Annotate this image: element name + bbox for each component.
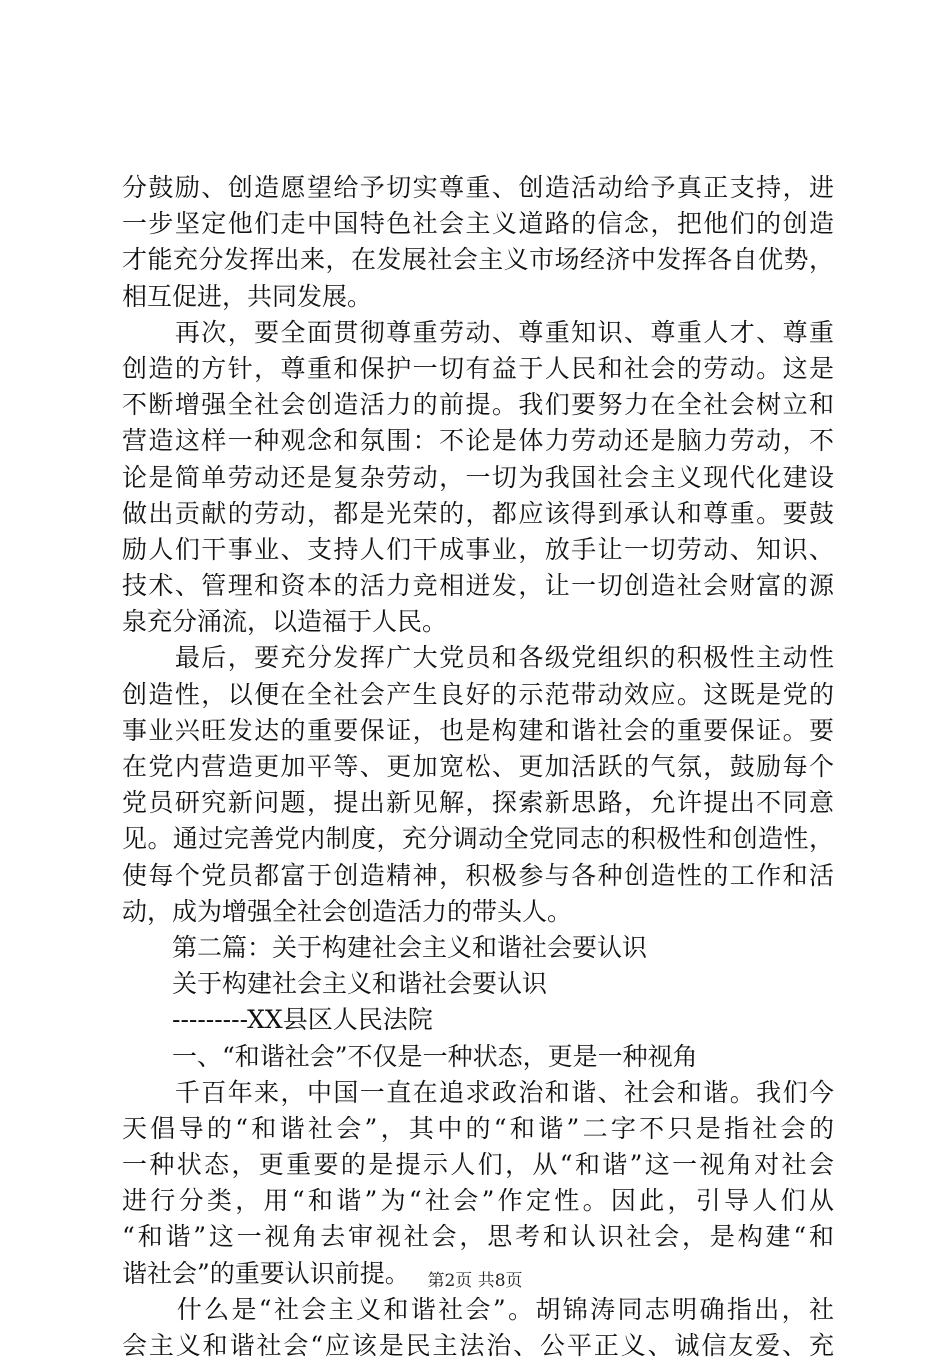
text-line: “和谐”这一视角去审视社会，思考和认识社会，是构建“和	[122, 1222, 834, 1252]
text-line: 励人们干事业、支持人们干成事业，放手让一切劳动、知识、	[122, 534, 834, 564]
page-footer: 第2页 共8页	[427, 1271, 523, 1291]
text-line: 千百年来，中国一直在追求政治和谐、社会和谐。我们今	[122, 1077, 834, 1107]
text-line: 最后，要充分发挥广大党员和各级党组织的积极性主动性	[122, 643, 834, 673]
text-line: 泉充分涌流，以造福于人民。	[122, 607, 448, 637]
text-line: 一步坚定他们走中国特色社会主义道路的信念，把他们的创造	[122, 209, 834, 239]
text-line: ---------XX县区人民法院	[122, 1005, 433, 1035]
text-line: 谐社会”的重要认识前提。	[122, 1258, 410, 1288]
text-line: 相互促进，共同发展。	[122, 281, 373, 311]
text-line: 营造这样一种观念和氛围：不论是体力劳动还是脑力劳动，不	[122, 426, 834, 456]
text-line: 进行分类，用“和谐”为“社会”作定性。因此，引导人们从	[122, 1186, 834, 1216]
text-line: 不断增强全社会创造活力的前提。我们要努力在全社会树立和	[122, 390, 834, 420]
text-line: 创造性，以便在全社会产生良好的示范带动效应。这既是党的	[122, 679, 834, 709]
text-line: 做出贡献的劳动，都是光荣的，都应该得到承认和尊重。要鼓	[122, 498, 834, 528]
document-body	[122, 170, 834, 1364]
text-line: 论是简单劳动还是复杂劳动，一切为我国社会主义现代化建设	[122, 462, 834, 492]
text-line: 事业兴旺发达的重要保证，也是构建和谐社会的重要保证。要	[122, 715, 834, 745]
text-line: 创造的方针，尊重和保护一切有益于人民和社会的劳动。这是	[122, 353, 834, 383]
text-line: 一种状态，更重要的是提示人们，从“和谐”这一视角对社会	[122, 1150, 834, 1180]
text-line: 使每个党员都富于创造精神，积极参与各种创造性的工作和活	[122, 860, 834, 890]
text-line: 才能充分发挥出来，在发展社会主义市场经济中发挥各自优势，	[122, 245, 834, 275]
text-line: 党员研究新问题，提出新见解，探索新思路，允许提出不同意	[122, 788, 834, 818]
text-line: 在党内营造更加平等、更加宽松、更加活跃的气氛，鼓励每个	[122, 752, 834, 781]
text-line: 会主义和谐社会“应该是民主法治、公平正义、诚信友爱、充	[122, 1331, 834, 1360]
text-line: 什么是“社会主义和谐社会”。胡锦涛同志明确指出，社	[122, 1294, 834, 1324]
text-line: 技术、管理和资本的活力竞相迸发，让一切创造社会财富的源	[122, 571, 834, 601]
text-line: 第二篇：关于构建社会主义和谐社会要认识	[122, 932, 648, 962]
text-line: 关于构建社会主义和谐社会要认识	[122, 969, 548, 999]
text-line: 分鼓励、创造愿望给予切实尊重、创造活动给予真正支持，进	[122, 173, 834, 202]
text-line: 一、“和谐社会”不仅是一种状态，更是一种视角	[122, 1041, 698, 1071]
text-line: 再次，要全面贯彻尊重劳动、尊重知识、尊重人才、尊重	[122, 317, 834, 347]
text-line: 动，成为增强全社会创造活力的带头人。	[122, 896, 573, 926]
text-line: 见。通过完善党内制度，充分调动全党同志的积极性和创造性，	[122, 824, 834, 854]
text-line: 天倡导的“和谐社会”，其中的“和谐”二字不只是指社会的	[122, 1113, 834, 1143]
